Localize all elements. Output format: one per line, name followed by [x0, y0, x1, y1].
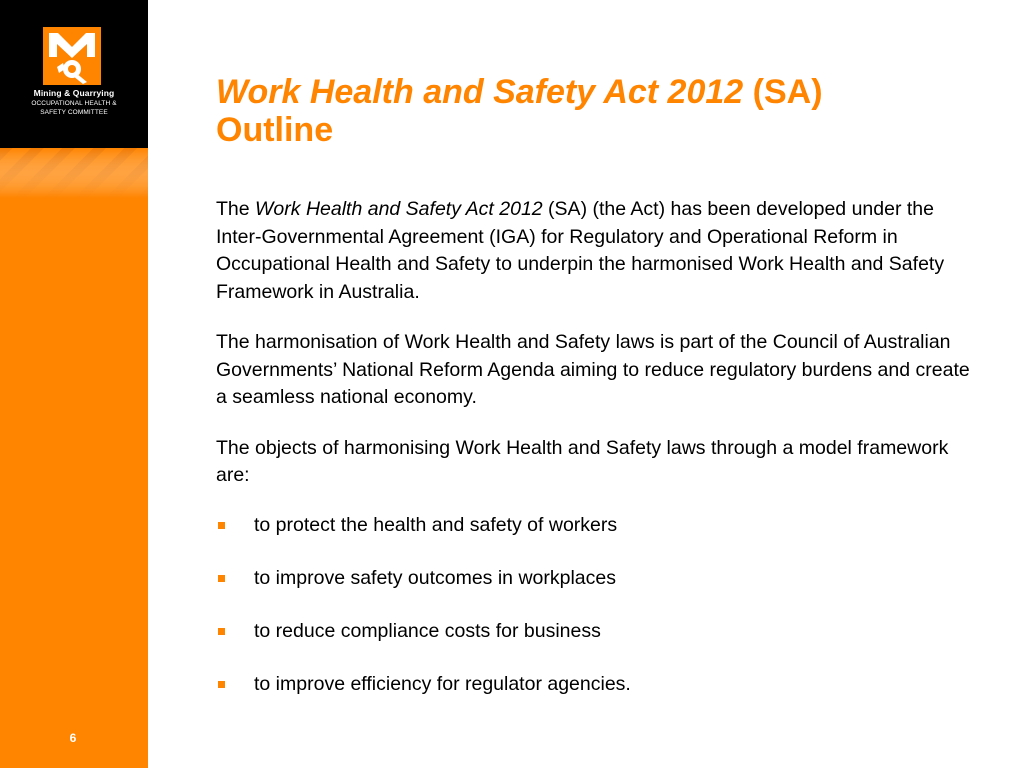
decorative-stripes [0, 148, 148, 198]
objects-list [216, 512, 976, 699]
square-bullet-icon [218, 575, 225, 582]
brand-text [0, 88, 148, 117]
square-bullet-icon [218, 681, 225, 688]
list-item [216, 565, 976, 593]
list-item-text: to reduce compliance costs for business [254, 619, 601, 642]
square-bullet-icon [218, 522, 225, 529]
title-line2: Outline [216, 111, 334, 149]
brand-line3: SAFETY COMMITTEE [40, 109, 108, 116]
paragraph-1 [216, 196, 976, 306]
list-item-text: to improve efficiency for regulator agencies. [254, 672, 631, 695]
page-title [216, 73, 1006, 149]
body-content [216, 196, 976, 724]
paragraph-2: The harmonisation of Work Health and Safety laws is part of the Council of Australian Governments’ National Reform Agenda aiming to reduce regulatory burdens and create a seamless national economy. [216, 331, 970, 408]
sidebar [0, 0, 148, 768]
list-item-text: to improve safety outcomes in workplaces [254, 566, 616, 589]
paragraph-3: The objects of harmonising Work Health and Safety laws through a model framework are: [216, 436, 949, 486]
p1-italic: Work Health and Safety Act 2012 [255, 198, 543, 220]
title-italic: Work Health and Safety Act 2012 [216, 73, 744, 111]
page-number: 6 [69, 731, 77, 745]
logo-block [0, 0, 148, 148]
title-suffix: (SA) [743, 73, 823, 111]
p1-rest: (SA) (the Act) has been developed under the Inter-Governmental Agreement (IGA) for Regulatory and Operational Reform in Occupational Health and Safety to underpin the harmonised Work Health and Safety Framework in Australia. [216, 198, 945, 303]
list-item [216, 618, 976, 646]
mq-logo-icon [43, 27, 101, 85]
list-item [216, 512, 976, 540]
p1-prefix: The [216, 198, 256, 220]
brand-line2: OCCUPATIONAL HEALTH & [31, 100, 117, 107]
list-item-text: to protect the health and safety of workers [254, 513, 618, 536]
list-item [216, 671, 976, 699]
brand-line1: Mining & Quarrying [33, 88, 115, 98]
square-bullet-icon [218, 628, 225, 635]
